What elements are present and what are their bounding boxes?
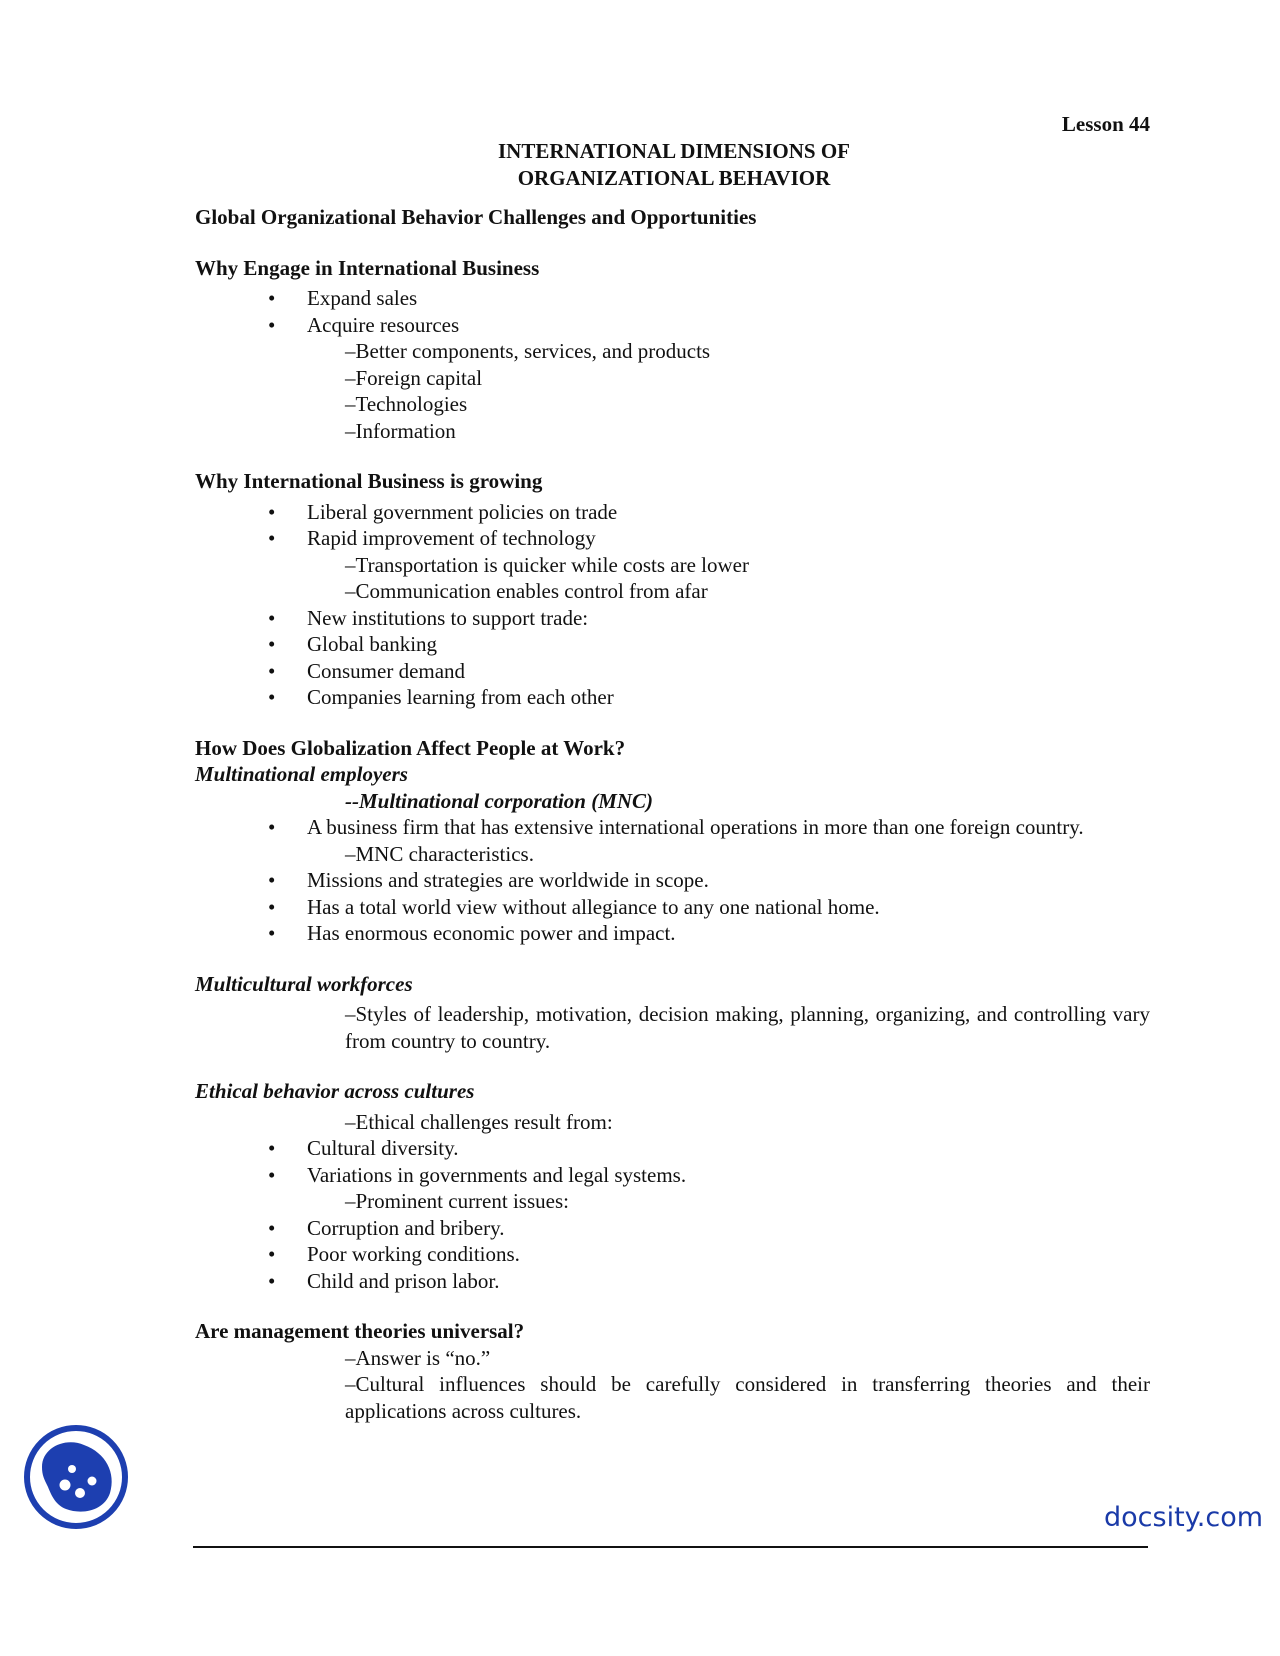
sub-item: –Ethical challenges result from: — [345, 1109, 613, 1134]
subsection-heading-ethical: Ethical behavior across cultures — [195, 1079, 475, 1103]
mnc-heading: --Multinational corporation (MNC) — [345, 788, 654, 813]
subsection-heading-multicultural: Multicultural workforces — [195, 971, 413, 996]
bullet-list — [195, 285, 1150, 338]
section-heading-why-engage: Why Engage in International Business — [195, 255, 540, 280]
docsity-logo-icon[interactable] — [22, 1423, 130, 1531]
bullet-list — [195, 867, 1150, 947]
list-item: • Has enormous economic power and impact. — [195, 920, 1150, 947]
docsity-brand-link[interactable]: docsity.com — [1104, 1502, 1264, 1533]
sub-item: –Foreign capital — [345, 365, 483, 390]
spacer — [195, 711, 1150, 735]
list-item: • Companies learning from each other — [195, 684, 1150, 711]
sub-item: –Prominent current issues: — [345, 1189, 569, 1213]
sub-item: –Styles of leadership, motivation, decision making, planning, organizing, and controlling vary from country to country. — [345, 1002, 1150, 1053]
list-item: • Corruption and bribery. — [195, 1215, 1150, 1242]
sub-item: –Answer is “no.” — [345, 1345, 491, 1370]
spacer — [195, 444, 1150, 468]
lesson-number: Lesson 44 — [1061, 112, 1150, 136]
document-body — [195, 204, 1150, 1424]
spacer — [195, 1294, 1150, 1318]
sub-item: –Cultural influences should be carefully considered in transferring theories and their applications across cultures. — [345, 1372, 1150, 1423]
page-title — [0, 138, 1280, 192]
list-item: • A business firm that has extensive international operations in more than one foreign country. — [195, 814, 1150, 841]
sub-item: –Better components, services, and products — [345, 339, 711, 363]
list-item: • Rapid improvement of technology — [195, 525, 1150, 552]
bullet-list — [195, 1215, 1150, 1295]
list-item: • Expand sales — [195, 285, 1150, 312]
title-line-2: ORGANIZATIONAL BEHAVIOR — [517, 166, 831, 190]
bullet-list — [195, 499, 1150, 552]
section-heading-global: Global Organizational Behavior Challenges and Opportunities — [195, 205, 757, 229]
bullet-list — [195, 1135, 1150, 1188]
spacer — [195, 947, 1150, 971]
footer-rule — [193, 1546, 1148, 1548]
list-item: • Acquire resources — [195, 312, 1150, 339]
list-item: • Consumer demand — [195, 658, 1150, 685]
list-item: • Missions and strategies are worldwide in scope. — [195, 867, 1150, 894]
bullet-list — [195, 605, 1150, 711]
spacer — [195, 1054, 1150, 1078]
sub-item: –Communication enables control from afar — [345, 579, 708, 603]
sub-item: –Technologies — [345, 392, 468, 416]
section-heading-theories: Are management theories universal? — [195, 1319, 525, 1343]
list-item: • Global banking — [195, 631, 1150, 658]
list-item: • Has a total world view without allegiance to any one national home. — [195, 894, 1150, 921]
list-item: • Poor working conditions. — [195, 1241, 1150, 1268]
list-item: • Liberal government policies on trade — [195, 499, 1150, 526]
title-line-1: INTERNATIONAL DIMENSIONS OF — [497, 139, 850, 163]
list-item: • Child and prison labor. — [195, 1268, 1150, 1295]
sub-item: –Transportation is quicker while costs are lower — [345, 552, 749, 577]
list-item: • New institutions to support trade: — [195, 605, 1150, 632]
spacer — [195, 231, 1150, 255]
section-heading-globalization: How Does Globalization Affect People at Work? — [195, 735, 626, 760]
bullet-list — [195, 814, 1150, 841]
list-item: • Variations in governments and legal systems. — [195, 1162, 1150, 1189]
list-item: • Cultural diversity. — [195, 1135, 1150, 1162]
sub-item: –Information — [345, 418, 456, 443]
subsection-heading-employers: Multinational employers — [195, 762, 408, 786]
sub-item: –MNC characteristics. — [345, 841, 534, 866]
section-heading-why-growing: Why International Business is growing — [195, 469, 543, 493]
